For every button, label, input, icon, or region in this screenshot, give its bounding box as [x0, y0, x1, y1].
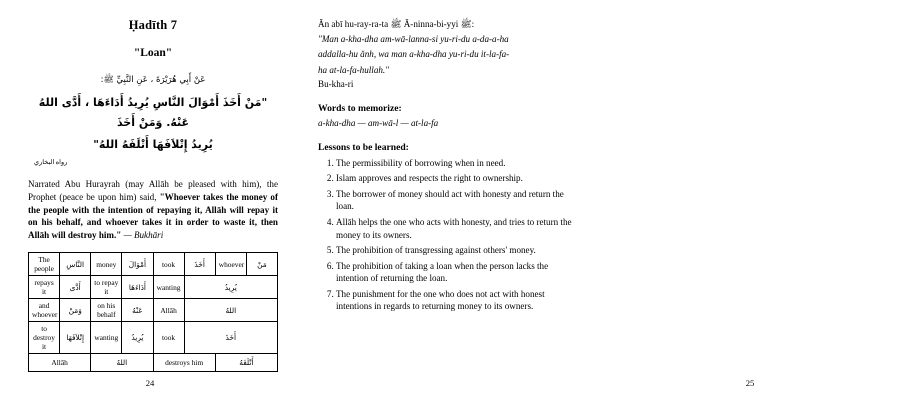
vocab-arabic-cell: يُرِيدُ: [184, 276, 277, 299]
words-to-memorize-heading: Words to memorize:: [318, 102, 402, 114]
page-title: Ḥadīth 7: [128, 18, 178, 32]
vocab-english-cell: to repay it: [91, 276, 122, 299]
lesson-item: 7. The punishment for the one who does not act with honest intentions in regards to returning money to its owners.: [336, 288, 574, 313]
lesson-item: 5. The prohibition of transgressing against others' money.: [336, 244, 574, 256]
vocabulary-table: [28, 252, 278, 372]
narration-paragraph: [28, 178, 278, 243]
arabic-source-attribution: رواه البخاري: [34, 158, 68, 166]
vocab-english-cell: and whoever: [29, 299, 60, 322]
vocab-english-cell: The people: [29, 253, 60, 276]
table-row: [29, 276, 278, 299]
vocab-arabic-cell: مَنْ: [246, 253, 277, 276]
lessons-list: [318, 157, 574, 313]
narration-attribution: — Bukhāri: [121, 230, 164, 241]
vocab-arabic-cell: أَخَذَ: [184, 322, 277, 354]
vocab-english-cell: Allāh: [153, 299, 184, 322]
words-to-memorize-list: a-kha-dha — am-wā-l — at-la-fa: [318, 117, 439, 128]
vocab-arabic-cell: عَنْهُ: [122, 299, 153, 322]
vocab-arabic-cell: أَدَاءَهَا: [122, 276, 153, 299]
vocab-english-cell: Allāh: [29, 354, 91, 372]
section-title: "Loan": [133, 47, 173, 59]
vocab-arabic-cell: أَدَّى: [60, 276, 91, 299]
arabic-isnad: عَنْ أَبِي هُرَيْرَةَ ، عَنِ النَّبِيِّ ﷺ:: [100, 75, 206, 85]
vocab-arabic-cell: النَّاسِ: [60, 253, 91, 276]
vocab-arabic-cell: وَمَنْ: [60, 299, 91, 322]
vocab-english-cell: repays it: [29, 276, 60, 299]
left-page: [0, 0, 300, 400]
vocab-arabic-cell: أَخَذَ: [184, 253, 215, 276]
transliteration-line-1: Ăn abī hu-ray-ra-ta ﷺ Ă-ninna-bi-yyi ﷺ:: [318, 19, 475, 29]
table-row: [29, 253, 278, 276]
vocab-arabic-cell: يُرِيدُ: [122, 322, 153, 354]
vocab-arabic-cell: أَتْلَفَهُ: [215, 354, 277, 372]
vocab-english-cell: wanting: [91, 322, 122, 354]
table-row: [29, 299, 278, 322]
vocab-arabic-cell: اللهُ: [184, 299, 277, 322]
folio-left: 24: [145, 378, 155, 388]
vocab-english-cell: money: [91, 253, 122, 276]
arabic-matn-line-2: يُرِيدُ إِتْلاَفَهَا أَتْلَفَهُ اللهُ": [93, 138, 213, 152]
arabic-matn-line-1: "مَنْ أَخَذَ أَمْوَالَ النَّاسِ يُرِيدُ أَدَاءَهَا ، أَدَّى اللهُ عَنْهُ. وَمَنْ أَخَذَ: [38, 95, 268, 130]
lesson-item: 4. Allāh helps the one who acts with honesty, and tries to return the money to its owners.: [336, 216, 574, 241]
table-row: [29, 354, 278, 372]
vocab-arabic-cell: إِتْلاَفَهَا: [60, 322, 91, 354]
vocab-english-cell: on his behalf: [91, 299, 122, 322]
lessons-heading: Lessons to be learned:: [318, 141, 409, 153]
vocab-english-cell: took: [153, 253, 184, 276]
vocab-english-cell: to destroy it: [29, 322, 60, 354]
lesson-item: 2. Islam approves and respects the right to ownership.: [336, 172, 574, 184]
table-row: [29, 322, 278, 354]
vocab-arabic-cell: أَمْوَالَ: [122, 253, 153, 276]
vocab-arabic-cell: اللهُ: [91, 354, 153, 372]
transliteration-quote-line-1: "Man a-kha-dha am-wā-lanna-si yu-ri-du a-da-a-ha: [318, 34, 509, 45]
vocab-english-cell: whoever: [215, 253, 246, 276]
lesson-item: 3. The borrower of money should act with honesty and return the loan.: [336, 188, 574, 213]
transliteration-source: Bu-kha-ri: [318, 78, 354, 89]
lesson-item: 6. The prohibition of taking a loan when the person lacks the intention of returning the loan.: [336, 260, 574, 285]
transliteration-quote-line-3: ha at-la-fa-hullah.": [318, 64, 390, 75]
vocab-english-cell: wanting: [153, 276, 184, 299]
vocabulary-table-body: [29, 253, 278, 372]
narration-intro: Narrated Abu Hurayrah (may Allāh be pleased with him), the Prophet (peace be upon him) said,: [28, 178, 278, 202]
right-page: [300, 0, 755, 400]
lesson-item: 1. The permissibility of borrowing when in need.: [336, 157, 574, 169]
vocab-english-cell: took: [153, 322, 184, 354]
vocab-english-cell: destroys him: [153, 354, 215, 372]
narration-quote: "Whoever takes the money of the people with the intention of repaying it, Allāh will repay it on his behalf, and whoever takes it in order to waste it, then Allāh will destroy him.": [28, 191, 278, 241]
transliteration-quote-line-2: addalla-hu ănh, wa man a-kha-dha yu-ri-du it-la-fa-: [318, 49, 510, 60]
folio-right: 25: [745, 378, 755, 388]
